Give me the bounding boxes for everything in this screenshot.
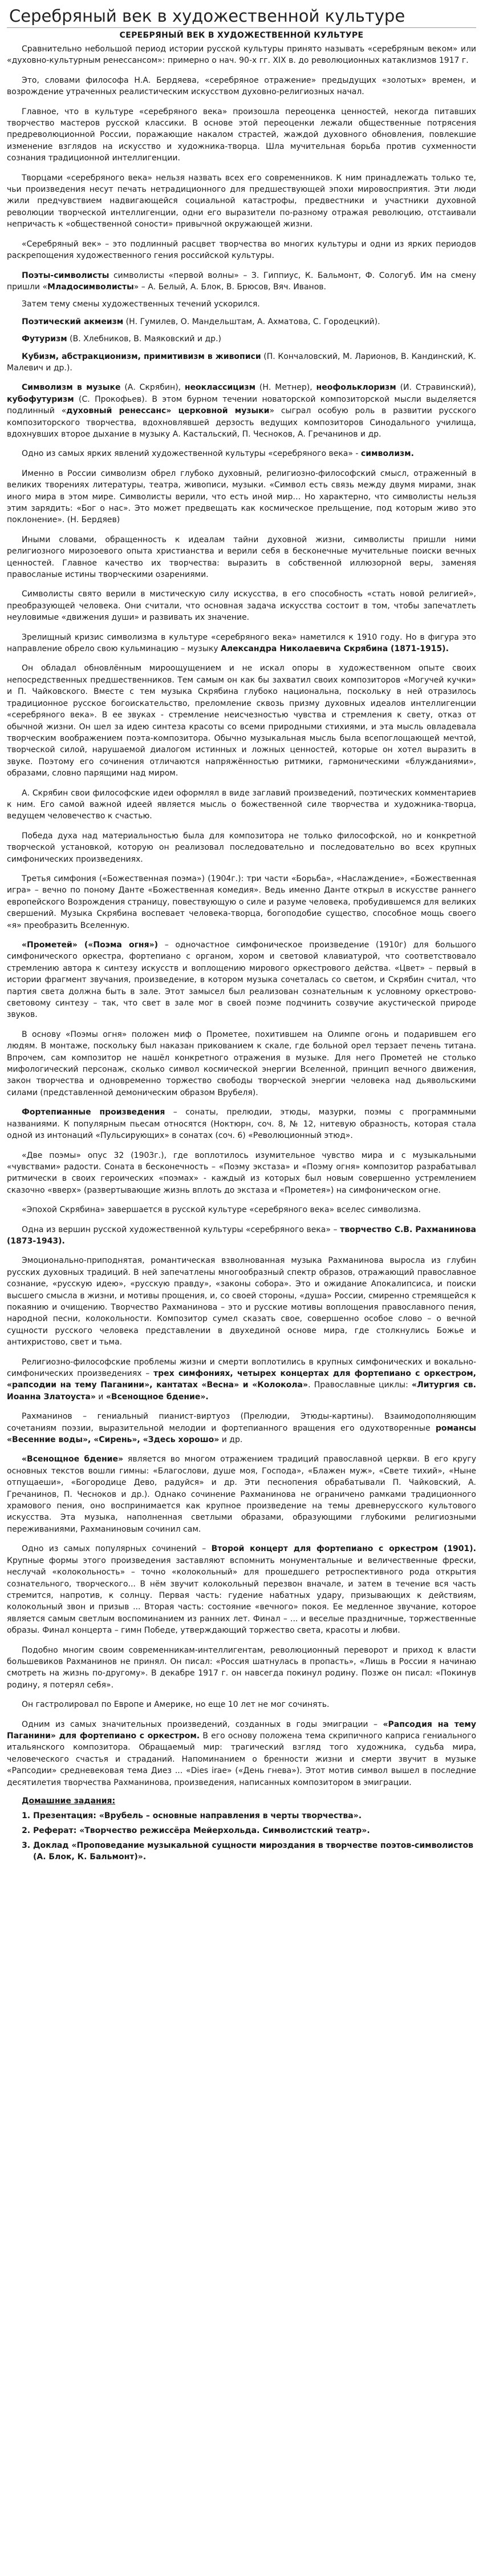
futurism-label: Футуризм <box>22 334 67 344</box>
paragraph-painting <box>7 351 476 374</box>
paragraph-prometheus <box>7 939 476 1021</box>
poets-text-a: символисты «первой волны» – З. Гиппиус, К. Бальмонт, Ф. Сологуб. Им на смену пришли « <box>7 270 476 292</box>
paragraph-creators: Творцами «серебряного века» нельзя назвать всех его современников. К ним принадлежать только те, чьи произведения несут печать нетрадиционного для предшествующей эпохи мировосприятия. Эти люди жили предчувствием надвигающейся социальной катастрофы, предвестники и участники духовной революции творческой интеллигенции, одни его выразители по-разному отражая революцию, отстаивали непричасть к «общественной соности» привычной окружающей жизни. <box>7 173 476 229</box>
paragraph-scriabin-worldview: Он обладал обновлённым мироощущением и не искал опоры в художественном опыте своих непосредственных предшественников. Тем самым он как бы захватил своих композиторов «Могучей кучки» и П. Чайковского. Вместе с тем музыка Скрябина глубоко национальна, поскольку в ней отразилось традиционное русское богоискательство, преломление сквозь призму духовных идеалов интеллигенции «серебряного века». В ее звуках - стремление неисчезностью чувства и стремления к свету, отказ от обычной жизни. Он шел за идею синтеза красоты со всеми природными стихиями, и эта мысль овладевала творческим воображением поэта-композитора. Обычно музыкальная мысль была всепоглощающей мечтой, творческой силой, нарушаемой диалогом истинных и ложных ценностей, которые он хотел выразить в звуке. Поэтому его сочинения отличаются напряжённостью ритмики, гармоническими «блужданиями», образами, словно парящими над миром. <box>7 664 476 778</box>
poets-label: Поэты-символисты <box>22 270 109 280</box>
paragraph-rachmaninov-lead <box>7 1224 476 1247</box>
paragraph-symbolism-ideals: Иными словами, обращенность к идеалам тайни духовной жизни, символисты пришли ними религиозного мирозоевого опыта христианства и верили себя в бесконечные мучительные поиски вечных ценностей. Главное качество их творчества: выразить в собственной иллюзорной веры, заменяя правосланые истины творческими озарениями. <box>7 535 476 580</box>
paganini-name: «Рапсодия на тему Паганини» для фортепиано с оркестром. <box>7 1719 476 1741</box>
music-text-e: » сыграл особую роль в развитии русского композиторского творчества, вдохновлявшей дерзость ведущих композиторов Синодального училища, вдохнувших второе дыхание в музыку А. Кастальский, П. Чесноков, А. Гречанинов и др. <box>7 406 477 439</box>
acmeism-text: (Н. Гумилев, О. Мандельштам, А. Ахматова, С. Городецкий). <box>123 317 380 326</box>
symbolism-label: символизм. <box>360 449 414 459</box>
homework-title: Домашние задания: <box>22 1796 116 1806</box>
rach-pianist-text: Рахманинов – гениальный пианист-виртуоз (Прелюдии, Этюды-картины). Взаимодополняющим сочетаниям поэзии, выразительной мелодии и фортепианного вращения его одухотворенные <box>7 1412 476 1433</box>
paragraph-scriabin-lead <box>7 632 476 655</box>
music-text-a: (А. Скрябин), <box>120 383 185 393</box>
rachmaninov-lead-text: Одна из вершин русской художественной культуры «серебряного века» – <box>22 1225 340 1234</box>
rach-works-text-4: и <box>95 1392 106 1402</box>
paragraph-poets <box>7 270 476 293</box>
paragraph-scriabin-ideas: А. Скрябин свои философские идеи оформлял в виде заглавий произведений, поэтических комментариев к ним. Его самой важной идеей является мысль о божественной силе творчества и художника-творца, ведущем человечество к счастью. <box>7 788 476 821</box>
vigil-label: «Всенощное бдение» <box>22 1455 123 1464</box>
rach-works-bold-3: «Литургия св. Иоанна Златоуста» <box>7 1380 476 1402</box>
prometheus-text: – одночастное симфоническое произведение (1910г) для большого симфонического оркестра, фортепиано с органом, хором и световой клавиатурой, что соответствовало стремлению автора к синтезу искусств и воплощению мирового оркестрового действа. «Цвет» – первый в истории фрагмент звучания, произведение, в котором музыка сочеталась со светом, и Скрябин считал, что партия света должна быть в зале. Этот замысел был реализован сознательным к условному оркестрово-световому синтезу – так, что свет в зале мог в своей поэме подчинить созвучие акустической природе звуков. <box>7 940 476 1020</box>
paragraph-second-concerto <box>7 1543 476 1636</box>
neofolk-label: неофольклоризм <box>316 383 396 393</box>
rach-pianist-text-2: и др. <box>219 1435 243 1445</box>
cubofut-label: кубофутуризм <box>7 394 74 404</box>
painting-label: Кубизм, абстракционизм, примитивизм в живописи <box>22 352 261 361</box>
prometheus-label: «Прометей» («Поэма огня») <box>22 940 159 950</box>
music-text-d: (С. Прокофьев). В этом бурном течении новаторской композиторской мысли выделяется подлинный « <box>7 394 476 416</box>
scriabin-name: Александра Николаевича Скрябина (1871-1915). <box>221 644 449 654</box>
piano-works-text: – сонаты, прелюдии, этюды, мазурки, поэмы с программными названиями. К популярным пьесам относятся (Ноктюрн, соч. 8, № 12, нитевую образность, которая стала одной из интонаций «Пульсирующих» в сонатах (соч. 6) «Революционный этюд». <box>7 1108 476 1141</box>
mladosim-label: Младосимволисты <box>47 282 134 292</box>
paragraph-music <box>7 382 476 440</box>
page-title: Серебряный век в художественной культуре <box>9 6 405 26</box>
paragraph-piano-works <box>7 1107 476 1141</box>
symbolism-lead-text: Одно из самых ярких явлений художественной культуры «серебряного века» - <box>22 449 361 459</box>
rach-works-bold-1: трех симфониях, четырех концертах для фортепиано с оркестром, «рапсодии на тему Паганини», кантатах «Весна» и «Колокола» <box>7 1369 477 1390</box>
paragraph-vigil <box>7 1453 476 1535</box>
paragraph-symbolism-body: Именно в России символизм обрел глубоко духовный, религиозно-философский смысл, отраженный в великих творениях литературы, театра, живописи, музыки. «Символ есть связь между двумя мирами, знак иного мира в этом мире. Символисты верили, что есть иной мир… Но характерно, что символисты нельзя этим зарядить: «Бог о нас». Это может предвещать как космическое прельщение, под которым живо это поклонение». (Н. Бердяев) <box>7 469 476 525</box>
vigil-text: является во многом отражением традиций православной церкви. В его кругу основных текстов вошли гимны: «Благослови, душе моя, Господа», «Блажен муж», «Свете тихий», «Ныне отпущаеши», «Богородице Дево, радуйся» и др. Эти песнопения обрабатывали П. Чайковский, А. Гречанинов, П. Чесноков и др.). Однако сочинение Рахманинова не ограничено рамками традиционного храмового пения, оно воспринимается как крупное произведение на темы древнерусского культового искусства. Эта музыка, наполненная светлыми образами, образующими глубокими религиозными переживаниями, Рахманиновым сочинил сам. <box>7 1455 476 1534</box>
paragraph-rachmaninov-pianist <box>7 1411 476 1446</box>
music-symbolism-label: Символизм в музыке <box>22 383 121 393</box>
concerto-text: Крупные формы этого произведения заставляют вспомнить монументальные и величественные фрески, неслучай «колокольность» – точно «колокольный» для прошедшего ретроспективного рода открытия сознательного, творческого... В нём звучит колокольный перезвон вначале, и затем в течение вся часть стремится, напротив, к солнцу. Первая часть: гудение набатных удару, призывающих к действиям, колокольный звон и призыв ... Вторая часть: состояние «вечного» покоя. Ее медленное звучание, которое является самым светлым воспоминанием из ранних лет. Финал – ... и веселые праздничные, торжественные образы. Финал концерта – гимн Победе, утверждающий торжество света, красоты и любви. <box>7 1556 476 1636</box>
paragraph-emigration: Подобно многим своим современникам-интеллигентам, революционный переворот и приход к власти большевиков Рахманинов не принял. Он писал: «Россия шатнулась в пропасть», «Лишь в России я начинаю смотреть на жизнь по-другому». В декабре 1917 г. он навсегда покинул родину. Позже он писал: «Покинув родину, я потерял себя». <box>7 1645 476 1690</box>
paragraph-two-poems: «Две поэмы» опус 32 (1903г.), где воплотилось изумительное чувство мира и с музыкальными «чувствами» радости. Соната в бесконечность – «Поэму экстаза» и «Поэму огня» композитор разрабатывал ритмически в своих героических «поэмах» - каждый из которых был новым совершенно устремлением сказочно «вверх» (развертывающие жизнь вплоть до экстаза и «Прометея») на симфоническом огне. <box>7 1150 476 1195</box>
paragraph-intro: Сравнительно небольшой период истории русской культуры принято называть «серебряным веком» или «духовно-культурным ренессансом»: примерно о нач. 90-х гг. XIX в. до революционных катаклизмов 1917 г. <box>7 45 476 66</box>
acmeism-label: Поэтический акмеизм <box>22 317 124 326</box>
concerto-name: Второй концерт для фортепиано с оркестром (1901). <box>211 1544 476 1554</box>
paragraph-touring: Он гастролировал по Европе и Америке, но еще 10 лет не мог сочинять. <box>22 1700 330 1710</box>
concerto-lead-text: Одно из самых популярных сочинений – <box>22 1544 212 1554</box>
rach-works-text-2: . Православные циклы: <box>308 1380 412 1390</box>
section-heading: СЕРЕБРЯНЫЙ ВЕК В ХУДОЖЕСТВЕННОЙ КУЛЬТУРЕ <box>119 31 364 40</box>
scriabin-lead-text: Зрелищный кризис символизма в культуре «серебряного века» наметился к 1910 году. Но в фигура это направление обрело свою кульминацию – музыку <box>7 632 476 654</box>
piano-works-label: Фортепианные произведения <box>22 1108 165 1117</box>
paragraph-revaluation: Главное, что в культуре «серебряного века» произошла переоценка ценностей, некогда питавших творчество мастеров русской классики. В основе этой переоценки лежали общественные потрясения предреволюционной России, поражающие накалом страстей, жаждой духовного обновления, повлекшие изменение взглядов на искусство и художника-творца. Шла мучительная борьба против сухменности сознания традиционной интеллигенции. <box>7 107 476 163</box>
paragraph-acmeism <box>7 316 476 328</box>
homework-list <box>22 1810 476 1863</box>
neoclass-label: неоклассицизм <box>184 383 256 393</box>
homework-item: 3. Доклад «Проповедание музыкальной сущности мироздания в творчестве поэтов-символистов (А. Блок, К. Бальмонт)». <box>33 1840 476 1863</box>
painting-text: (П. Кончаловский, М. Ларионов, В. Кандинский, К. Малевич и др.). <box>7 352 476 373</box>
paganini-lead-text: Одним из самых значительных произведений, созданных в годы эмиграции – <box>22 1719 383 1729</box>
rach-works-text: Религиозно-философские проблемы жизни и смерти воплотились в крупных симфонических и вокально-симфонических произведениях – <box>7 1357 476 1378</box>
futurism-text: (В. Хлебников, В. Маяковский и др.) <box>67 334 221 344</box>
rachmaninov-name: творчество С.В. Рахманинова (1873-1943). <box>7 1225 477 1246</box>
paragraph-flourishing: «Серебряный век» – это подлинный расцвет творчества во многих культуры и одни из ярких периодов раскрепощения художественного гения российской культуры. <box>7 239 476 261</box>
renaissance-label: духовный ренессанс» церковной музыки <box>66 406 270 416</box>
homework-item: 1. Презентация: «Врубель – основные направления в черты творчества». <box>33 1810 476 1822</box>
paragraph-berdyaev: Это, словами философа Н.А. Бердяева, «серебряное отражение» предыдущих «золотых» времен, и возрождение утраченных реалистическим искусством духовно-религиозных начал. <box>7 75 476 97</box>
paragraph-paganini <box>7 1719 476 1788</box>
paragraph-rachmaninov-music: Эмоционально-приподнятая, романтическая взволнованная музыка Рахманинова выросла из глубин русских духовных традиций. В ней запечатлены многообразный спектр образов, отражающий православное сознание, «русскую идею», «русскую правду», «законы собора». Это и ожидание Апокалипсиса, и поиски высшего смысла в жизни, и мотивы прощения, и, со своей стороны, «душа» России, смиренно стремящейся к покаянию и очищению. Творчество Рахманинова – это и русские мотивы воплощения православного пения, народной песни, колокольности. Композитор сумел сказать свое, совершенно особое слово – о вечной сущности русского человека представлении в двухединой основе мира, где столкнулись Божье и антихристово, свет и тьма. <box>7 1256 476 1347</box>
paragraph-prometheus-myth: В основу «Поэмы огня» положен миф о Прометее, похитившем на Олимпе огонь и подарившем его людям. В монтаже, поскольку был наказан прикованием к скале, где больной орел терзает печень титана. Впрочем, сам композитор не нашёл конкретного отражения в музыке. Для него Прометей не столько мифологический персонаж, сколько символ космической энергии Вселенной, принцип вечного движения, закон творчества и одновременно торжество свободы творческой энергии человека над дьявольскими силами (представленной демоническим образом Врубеля). <box>7 1029 476 1097</box>
music-text-b: (Н. Метнер), <box>255 383 316 393</box>
paganini-text: В его основу положена тема скрипичного каприса гениального итальянского композитора. Обращаемый мир: трагический взгляд того художника, судьба мира, человеческого счастья и страданий. Напоминанием о бренности жизни и смерти звучит в музыке «Рапсодии» средневековая тема Диез ... «Dies irae» («День гнева»). Этот мотив символ вышел в последние десятилетия творчества Рахманинова, произведения, написанных композитором в эмиграции. <box>7 1731 477 1787</box>
romances-label: романсы «Весенние воды», «Сирень», «Здесь хорошо» <box>7 1423 476 1445</box>
paragraph-scriabin-era: «Эпохой Скрябина» завершается в русской культуре «серебряного века» вселес символизма. <box>22 1205 421 1215</box>
paragraph-rachmaninov-works <box>7 1356 476 1403</box>
music-text-c: (И. Стравинский), <box>396 383 477 393</box>
paragraph-symbolism-lead <box>7 448 476 459</box>
paragraph-third-symphony: Третья симфония («Божественная поэма») (1904г.): три части «Борьба», «Наслаждение», «Божественная игра» – вечно по поному Данте «Божественная комедия». Ведь именно Данте открыл в искусстве раннего европейского Возрождения страницу, повествующую о силе и разуме человека, пробудившемся для великих свершений. Музыка Скрябина воспевает человека-творца, богоподобие существо, способное мощь своего «я» преобразить Вселенную. <box>7 874 476 930</box>
paragraph-poets-next: Затем тему смены художественных течений ускорился. <box>22 300 260 309</box>
homework-item: 2. Реферат: «Творчество режиссёра Мейерхольда. Символистский театр». <box>33 1825 476 1836</box>
paragraph-symbolism-art: Символисты свято верили в мистическую силу искусства, в его способность «стать новой религией», преобразующей человека. Они считали, что основная задача искусства состоит в том, чтобы запечатлеть неуловимые «движения души» и развивать их значение. <box>7 590 476 623</box>
title-divider <box>7 27 476 28</box>
paragraph-futurism <box>7 333 476 345</box>
paragraph-scriabin-spirit: Победа духа над материальностью была для композитора не только философской, но и конкретной творческой установкой, которую он реализовал последовательно и последовательно во всех крупных симфонических произведениях. <box>7 831 476 864</box>
rach-works-bold-5: «Всенощное бдение». <box>105 1392 209 1402</box>
poets-text-b: » – А. Белый, А. Блок, В. Брюсов, Вяч. Иванов. <box>133 282 326 292</box>
